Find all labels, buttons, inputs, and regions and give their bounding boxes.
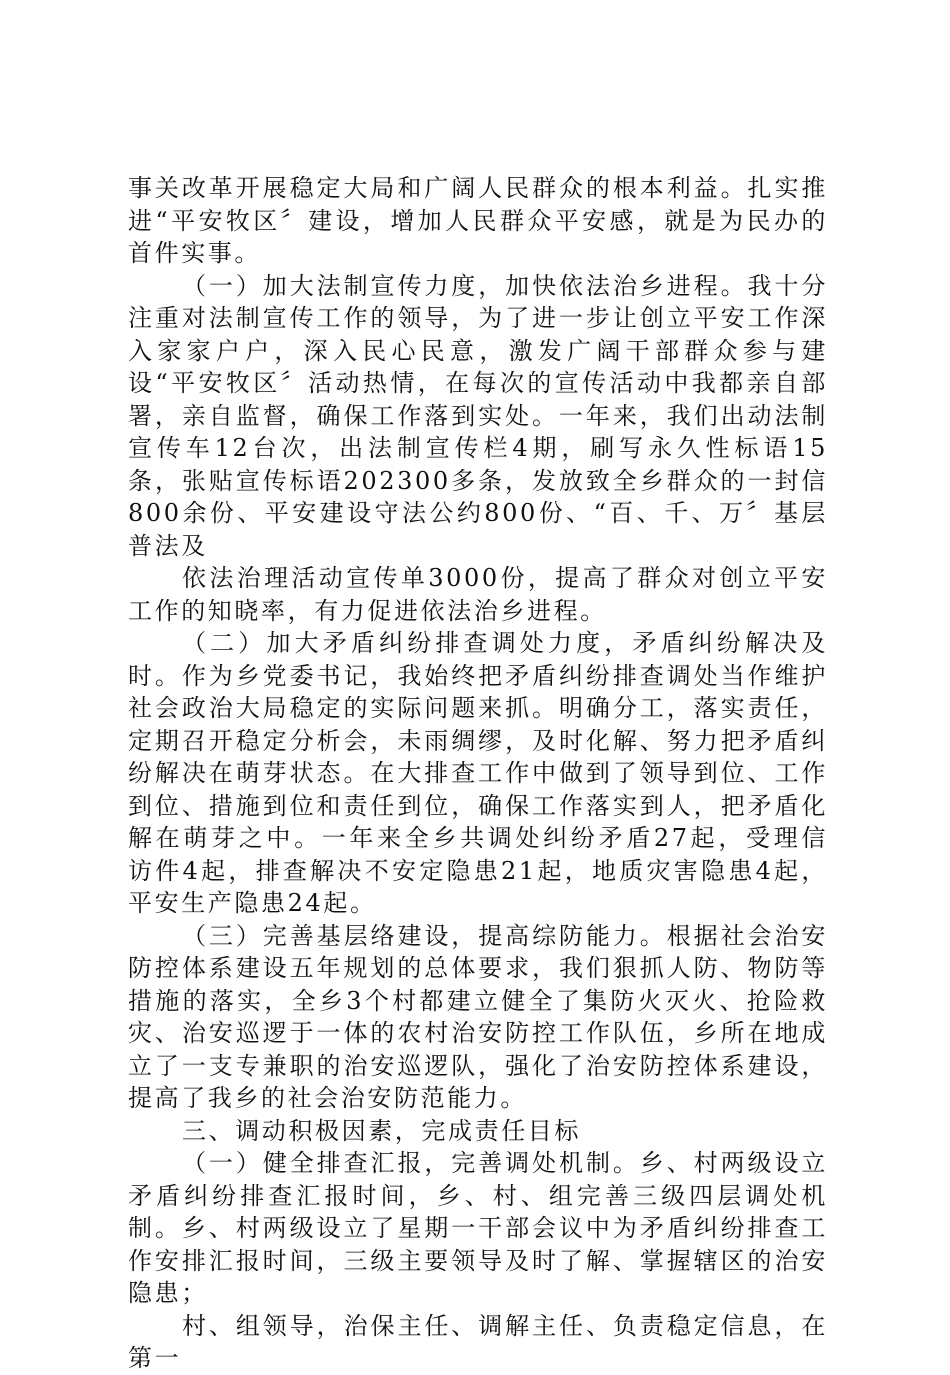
paragraph-5: （三）完善基层络建设，提高综防能力。根据社会治安防控体系建设五年规划的总体要求，我们狠抓人防、物防等措施的落实，全乡3个村都建立健全了集防火灭火、抢险救灾、治安巡逻于一体的农村治安防控工作队伍，乡所在地成立了一支专兼职的治安巡逻队，强化了治安防控体系建设，提高了我乡的社会治安防范能力。 — [128, 921, 828, 1112]
paragraph-2: （一）加大法制宣传力度，加快依法治乡进程。我十分注重对法制宣传工作的领导，为了进一步让创立平安工作深入家家户户，深入民心民意，激发广阔干部群众参与建设“平安牧区〞活动热情，在每次的宣传活动中我都亲自部署，亲自监督，确保工作落到实处。一年来，我们出动法制宣传车12台次，出法制宣传栏4期，刷写永久性标语15条，张贴宣传标语202300多条，发放致全乡群众的一封信800余份、平安建设守法公约800份、“百、千、万〞基层普法及 — [128, 271, 828, 560]
paragraph-1: 事关改革开展稳定大局和广阔人民群众的根本利益。扎实推进“平安牧区〞建设，增加人民群众平安感，就是为民办的首件实事。 — [128, 174, 828, 267]
paragraph-6: （一）健全排查汇报，完善调处机制。乡、村两级设立矛盾纠纷排查汇报时间，乡、村、组完善三级四层调处机制。乡、村两级设立了星期一干部会议中为矛盾纠纷排查工作安排汇报时间，三级主要领导及时了解、掌握辖区的治安隐患； — [128, 1149, 828, 1307]
section-heading: 三、调动积极因素，完成责任目标 — [182, 1116, 581, 1145]
paragraph-7: 村、组领导，治保主任、调解主任、负责稳定信息，在第一 — [128, 1311, 828, 1372]
paragraph-3: 依法治理活动宣传单3000份，提高了群众对创立平安工作的知晓率，有力促进依法治乡进程。 — [128, 564, 828, 625]
paragraph-4: （二）加大矛盾纠纷排查调处力度，矛盾纠纷解决及时。作为乡党委书记，我始终把矛盾纠纷排查调处当作维护社会政治大局稳定的实际问题来抓。明确分工，落实责任，定期召开稳定分析会，未雨绸缪，及时化解、努力把矛盾纠纷解决在萌芽状态。在大排查工作中做到了领导到位、工作到位、措施到位和责任到位，确保工作落实到人，把矛盾化解在萌芽之中。一年来全乡共调处纠纷矛盾27起，受理信访件4起，排查解决不安定隐患21起，地质灾害隐患4起，平安生产隐患24起。 — [128, 629, 828, 917]
document-body — [128, 172, 828, 1375]
